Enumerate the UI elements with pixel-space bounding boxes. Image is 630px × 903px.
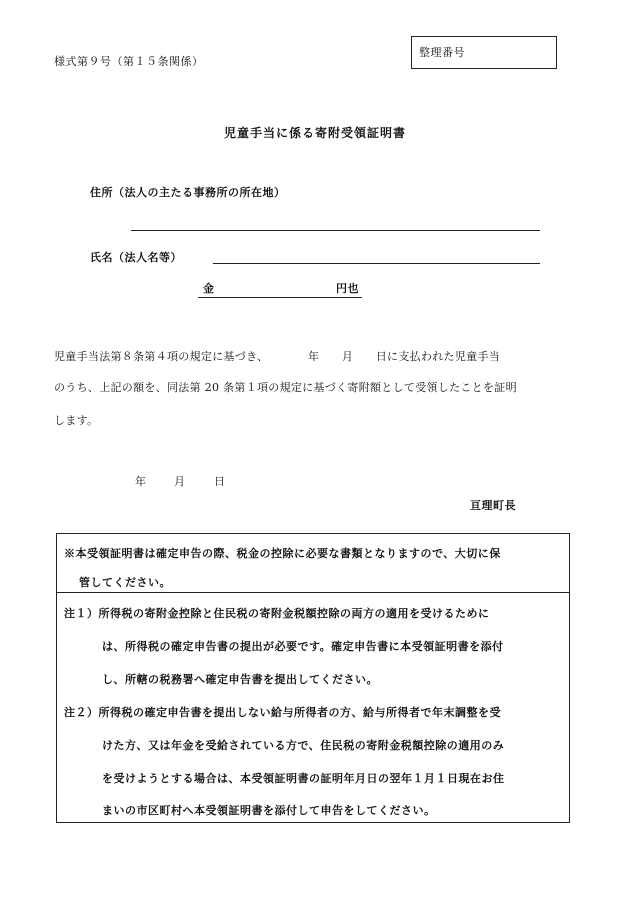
notes-main-line: 管してください。 <box>79 576 171 589</box>
body-text-line: 児童手当法第８条第４項の規定に基づき、 年 月 日に支払われた児童手当 <box>54 350 501 363</box>
date-year-label: 年 <box>135 475 147 488</box>
note2-line: 注２）所得税の確定申告書を提出しない給与所得者の方、給与所得者で年末調整を受 <box>64 706 501 719</box>
reference-number-label: 整理番号 <box>419 46 465 59</box>
notes-main-line: ※本受領証明書は確定申告の際、税金の控除に必要な書類となりますので、大切に保 <box>64 547 501 560</box>
amount-prefix: 金 <box>203 282 215 295</box>
note1-line: 注１）所得税の寄附金控除と住民税の寄附金税額控除の両方の適用を受けるために <box>64 607 490 620</box>
notes-box <box>56 533 570 823</box>
amount-field-line <box>198 297 362 298</box>
name-label: 氏名（法人名等） <box>90 251 182 264</box>
note2-line: を受けようとする場合は、本受領証明書の証明年月日の翌年１月１日現在お住 <box>102 772 505 785</box>
note1-line: は、所得税の確定申告書の提出が必要です。確定申告書に本受領証明書を添付 <box>102 640 504 653</box>
document-title: 児童手当に係る寄附受領証明書 <box>223 126 406 140</box>
note2-line: けた方、又は年金を受給されている方で、住民税の寄附金税額控除の適用のみ <box>102 739 505 752</box>
date-month-label: 月 <box>174 475 186 488</box>
amount-suffix: 円也 <box>336 282 359 295</box>
issuer-name: 亘理町長 <box>470 499 516 512</box>
body-text-line: します。 <box>54 414 99 427</box>
name-field-line <box>213 263 540 264</box>
address-label: 住所（法人の主たる事務所の所在地） <box>90 186 286 199</box>
note1-line: し、所轄の税務署へ確定申告書を提出してください。 <box>102 673 378 686</box>
form-number: 様式第９号（第１５条関係） <box>54 55 204 68</box>
notes-divider <box>57 592 569 593</box>
body-text-line: のうち、上記の額を、同法第 20 条第１項の規定に基づく寄附額として受領したことを証明 <box>54 381 517 394</box>
date-day-label: 日 <box>214 475 226 488</box>
reference-number-box <box>411 36 557 69</box>
address-field-line <box>131 230 540 231</box>
note2-line: まいの市区町村へ本受領証明書を添付して申告をしてください。 <box>102 804 436 817</box>
